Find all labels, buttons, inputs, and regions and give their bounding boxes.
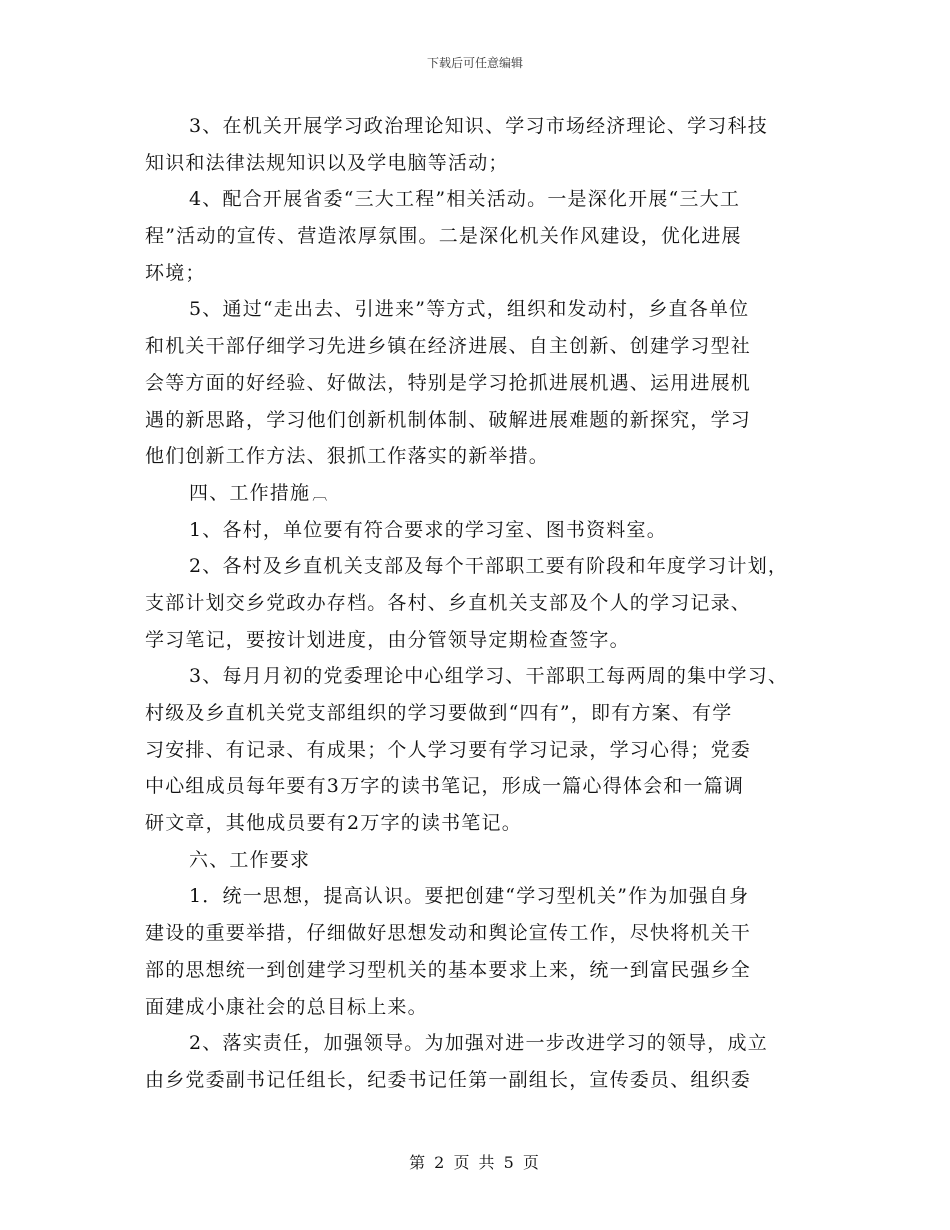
text-line: 4、配合开展省委“三大工程”相关活动。一是深化开展“三大工	[189, 188, 741, 211]
text-line: 他们创新工作方法、狠抓工作落实的新举措。	[145, 445, 550, 468]
text-line: 环境；	[145, 261, 206, 284]
document-body	[145, 108, 825, 1099]
page-footer: 第 2 页 共 5 页	[409, 1153, 541, 1172]
text-line: 会等方面的好经验、好做法，特别是学习抢抓进展机遇、运用进展机	[145, 371, 752, 394]
text-line: 知识和法律法规知识以及学电脑等活动；	[145, 151, 509, 174]
text-line: 面建成小康社会的总目标上来。	[145, 995, 428, 1018]
text-line: 建设的重要举措，仔细做好思想发动和舆论宣传工作，尽快将机关干	[145, 922, 752, 945]
text-line: 学习笔记，要按计划进度，由分管领导定期检查签字。	[145, 628, 630, 651]
text-line: 中心组成员每年要有3万字的读书笔记，形成一篇心得体会和一篇调	[145, 775, 745, 798]
text-line: 2、各村及乡直机关支部及每个干部职工要有阶段和年度学习计划，	[189, 555, 789, 578]
text-line: 由乡党委副书记任组长，纪委书记任第一副组长，宣传委员、组织委	[145, 1068, 752, 1091]
heading-mark-glyph: ︹	[312, 484, 329, 503]
section-heading	[145, 475, 825, 512]
text-line: 部的思想统一到创建学习型机关的基本要求上来，统一到富民强乡全	[145, 958, 752, 981]
text-line: 3、每月月初的党委理论中心组学习、干部职工每两周的集中学习、	[189, 665, 789, 688]
text-line: 1、各村，单位要有符合要求的学习室、图书资料室。	[189, 518, 667, 541]
text-line: 程”活动的宣传、营造浓厚氛围。二是深化机关作风建设，优化进展	[145, 225, 742, 248]
text-line: 村级及乡直机关党支部组织的学习要做到“四有”，即有方案、有学	[145, 702, 733, 724]
text-line: 3、在机关开展学习政治理论知识、学习市场经济理论、学习科技	[189, 115, 768, 137]
text-line: 2、落实责任，加强领导。为加强对进一步改进学习的领导，成立	[189, 1032, 768, 1055]
text-line: 5、通过“走出去、引进来”等方式，组织和发动村，乡直各单位	[189, 298, 750, 321]
text-line: 支部计划交乡党政办存档。各村、乡直机关支部及个人的学习记录、	[145, 591, 752, 614]
text-line: 和机关干部仔细学习先进乡镇在经济进展、自主创新、创建学习型社	[145, 335, 752, 358]
page-header: 下载后可任意编辑	[426, 56, 523, 70]
text-line: 研文章，其他成员要有2万字的读书笔记。	[145, 812, 522, 835]
section-heading-label: 四、工作措施	[189, 481, 311, 504]
section-heading: 六、工作要求	[189, 848, 311, 871]
text-line: 遇的新思路，学习他们创新机制体制、破解进展难题的新探究，学习	[145, 408, 752, 431]
text-line: 习安排、有记录、有成果；个人学习要有学习记录，学习心得；党委	[145, 738, 752, 761]
text-line: 1．统一思想，提高认识。要把创建“学习型机关”作为加强自身	[189, 885, 750, 908]
